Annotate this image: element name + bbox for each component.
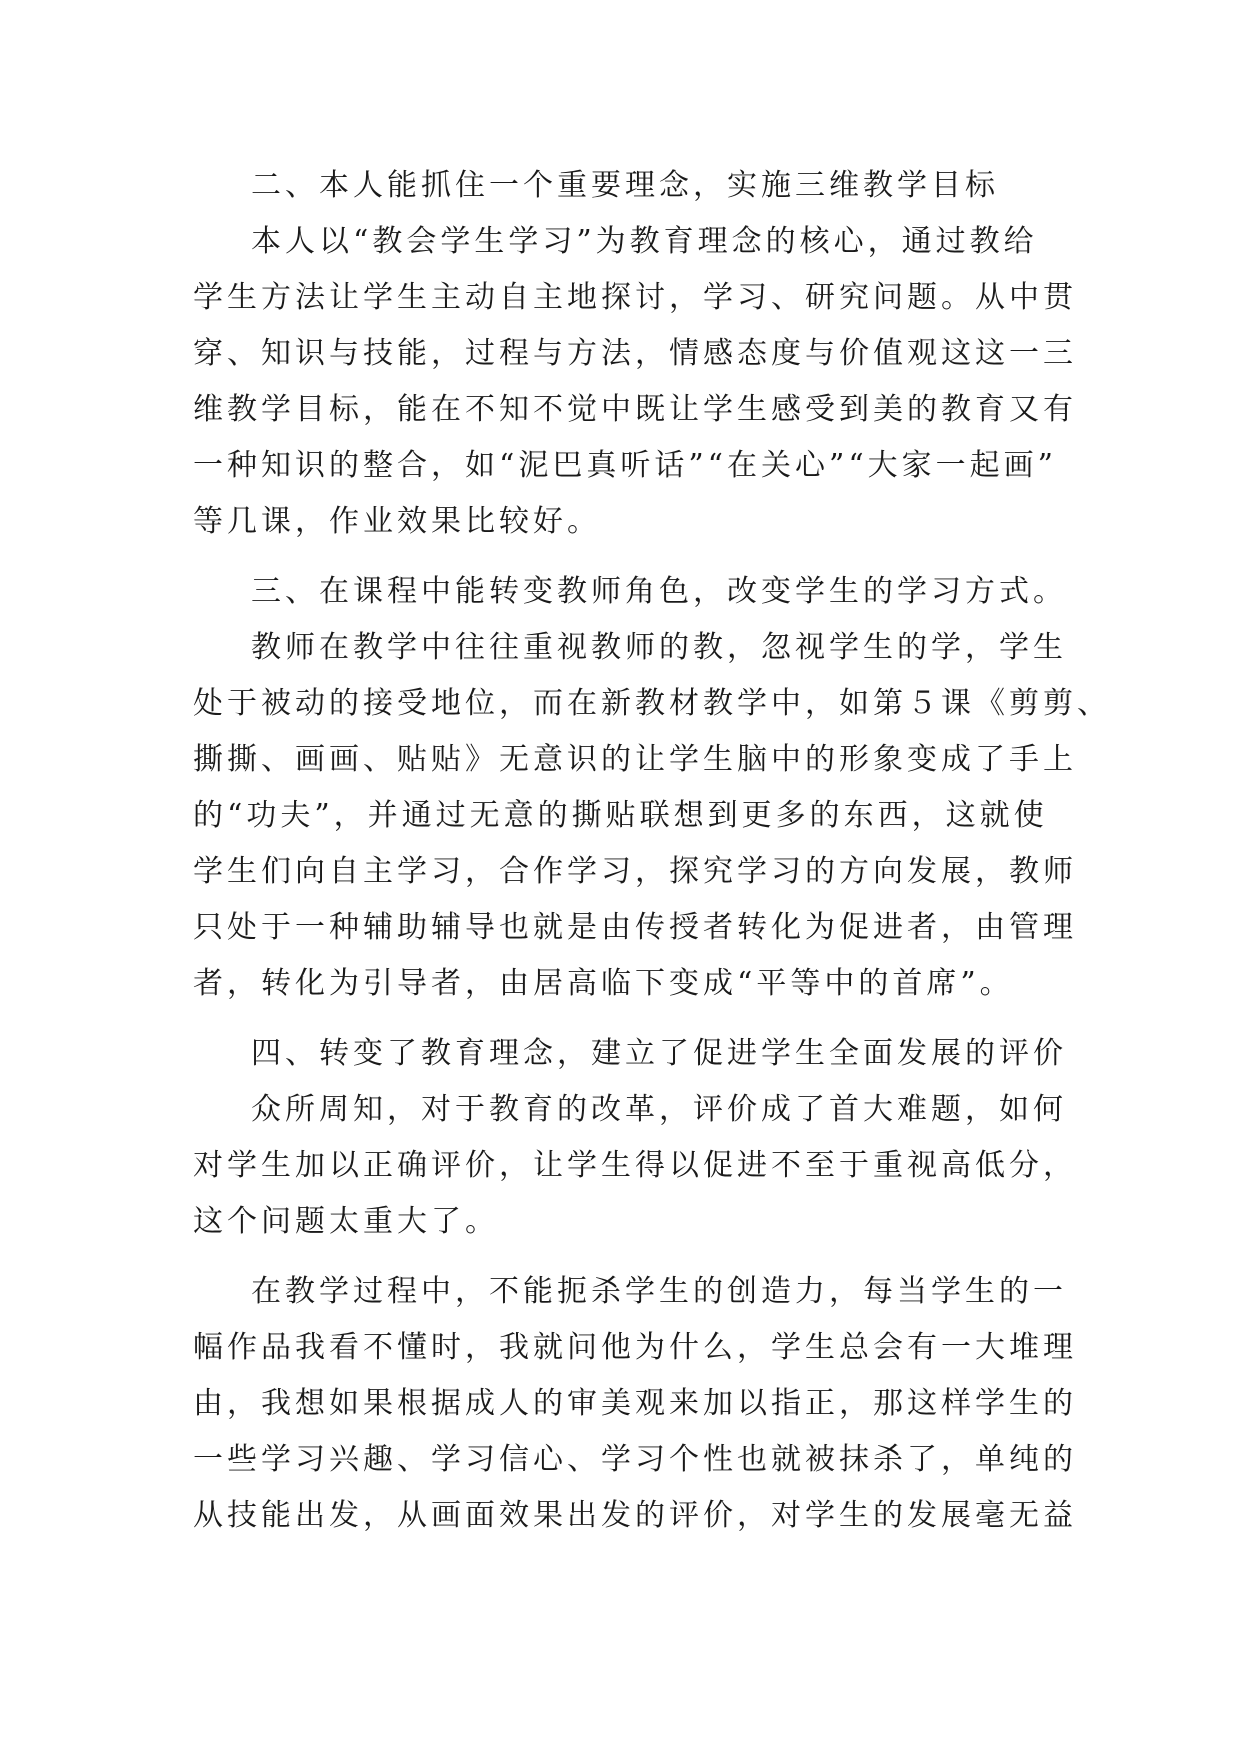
paragraph-line: 学生们向自主学习，合作学习，探究学习的方向发展，教师 <box>193 854 1077 889</box>
paragraph-line: 对学生加以正确评价，让学生得以促进不至于重视高低分， <box>193 1148 1077 1183</box>
section-heading-4: 四、转变了教育理念，建立了促进学生全面发展的评价 <box>251 1036 1067 1071</box>
paragraph-line: 从技能出发，从画面效果出发的评价，对学生的发展毫无益 <box>193 1498 1077 1533</box>
paragraph-line: 一种知识的整合，如“泥巴真听话”“在关心”“大家一起画” <box>193 448 1058 483</box>
paragraph-line: 在教学过程中，不能扼杀学生的创造力，每当学生的一 <box>251 1274 1067 1309</box>
section-heading-3: 三、在课程中能转变教师角色，改变学生的学习方式。 <box>251 574 1067 609</box>
paragraph-line: 撕撕、画画、贴贴》无意识的让学生脑中的形象变成了手上 <box>193 742 1077 777</box>
paragraph-line: 学生方法让学生主动自主地探讨，学习、研究问题。从中贯 <box>193 280 1077 315</box>
paragraph-line: 这个问题太重大了。 <box>193 1204 499 1239</box>
paragraph-line: 维教学目标，能在不知不觉中既让学生感受到美的教育又有 <box>193 392 1077 427</box>
paragraph-line: 幅作品我看不懂时，我就问他为什么，学生总会有一大堆理 <box>193 1330 1077 1365</box>
paragraph-line: 由，我想如果根据成人的审美观来加以指正，那这样学生的 <box>193 1386 1077 1421</box>
paragraph-line: 穿、知识与技能，过程与方法，情感态度与价值观这这一三 <box>193 336 1077 371</box>
paragraph-line: 处于被动的接受地位，而在新教材教学中，如第５课《剪剪、 <box>193 686 1111 721</box>
section-heading-2: 二、本人能抓住一个重要理念，实施三维教学目标 <box>251 168 999 203</box>
paragraph-line: 的“功夫”，并通过无意的撕贴联想到更多的东西，这就使 <box>193 798 1048 833</box>
paragraph-line: 教师在教学中往往重视教师的教，忽视学生的学，学生 <box>251 630 1067 665</box>
paragraph-line: 一些学习兴趣、学习信心、学习个性也就被抹杀了，单纯的 <box>193 1442 1077 1477</box>
paragraph-line: 者，转化为引导者，由居高临下变成“平等中的首席”。 <box>193 966 1014 1001</box>
paragraph-line: 等几课，作业效果比较好。 <box>193 504 601 539</box>
paragraph-line: 本人以“教会学生学习”为教育理念的核心，通过教给 <box>251 224 1038 259</box>
paragraph-line: 众所周知，对于教育的改革，评价成了首大难题，如何 <box>251 1092 1067 1127</box>
paragraph-line: 只处于一种辅助辅导也就是由传授者转化为促进者，由管理 <box>193 910 1077 945</box>
